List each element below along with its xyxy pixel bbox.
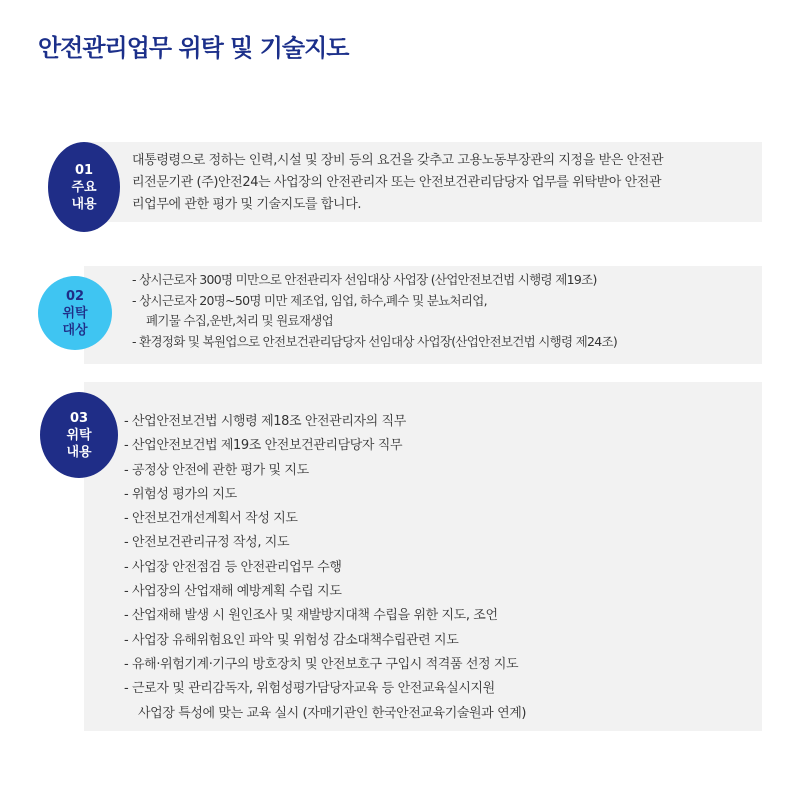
section-01-number: 01 [74,162,94,178]
list-item: - 유해·위험기계·기구의 방호장치 및 안전보호구 구입시 적격품 선정 지도 [124,656,519,672]
list-item: - 공정상 안전에 관한 평가 및 지도 [124,462,309,478]
section-02-badge [38,276,112,350]
list-item: - 산업안전보건법 제19조 안전보건관리담당자 직무 [124,438,403,454]
list-item-continuation: 사업장 특성에 맞는 교육 실시 (자매기관인 한국안전교육기술원과 연계) [138,705,527,721]
section-03-label-line1: 위탁 [66,427,92,443]
list-item: - 근로자 및 관리감독자, 위험성평가담당자교육 등 안전교육실시지원 [124,681,495,697]
section-03-list [124,410,754,726]
section-01-line: 리업무에 관한 평가 및 기술지도를 합니다. [132,197,362,212]
section-02-label-line1: 위탁 [62,305,88,321]
list-item: - 안전보건개선계획서 작성 지도 [124,511,298,527]
list-item: - 환경정화 및 복원업으로 안전보건관리담당자 선임대상 사업장(산업안전보건법 시행령 제24조) [132,333,618,349]
list-item: - 산업재해 발생 시 원인조사 및 재발방지대책 수립을 위한 지도, 조언 [124,608,498,624]
section-02-list [132,270,757,352]
section-01-badge [48,142,120,232]
list-item: - 산업안전보건법 시행령 제18조 안전관리자의 직무 [124,414,406,429]
section-01-line: 대통령령으로 정하는 인력,시설 및 장비 등의 요건을 갖추고 고용노동부장관의 지정을 받은 안전관 [132,153,664,168]
section-01-line: 리전문기관 (주)안전24는 사업장의 안전관리자 또는 안전보건관리담당자 업무를 위탁받아 안전관 [132,175,662,190]
section-02-number: 02 [65,288,85,304]
list-item-continuation: 폐기물 수집,운반,처리 및 원료재생업 [146,313,333,328]
section-03-label-line2: 내용 [66,444,92,460]
section-02-label-line2: 대상 [62,322,88,338]
section-03-number: 03 [69,410,89,426]
list-item: - 상시근로자 20명~50명 미만 제조업, 임업, 하수,폐수 및 분뇨처리업, [132,292,487,308]
list-item: - 사업장 안전점검 등 안전관리업무 수행 [124,559,342,575]
section-01-label-line2: 내용 [71,196,97,212]
list-item: - 위험성 평가의 지도 [124,486,237,502]
list-item: - 사업장 유해위험요인 파악 및 위험성 감소대책수립관련 지도 [124,632,459,648]
section-01-label-line1: 주요 [71,179,97,195]
list-item: - 사업장의 산업재해 예방계획 수립 지도 [124,584,342,600]
page-title: 안전관리업무 위탁 및 기술지도 [38,34,349,62]
section-03-badge [40,392,118,478]
list-item: - 상시근로자 300명 미만으로 안전관리자 선임대상 사업장 (산업안전보건법 시행령 제19조) [132,272,597,287]
list-item: - 안전보건관리규정 작성, 지도 [124,535,290,551]
section-01-text [132,150,757,216]
